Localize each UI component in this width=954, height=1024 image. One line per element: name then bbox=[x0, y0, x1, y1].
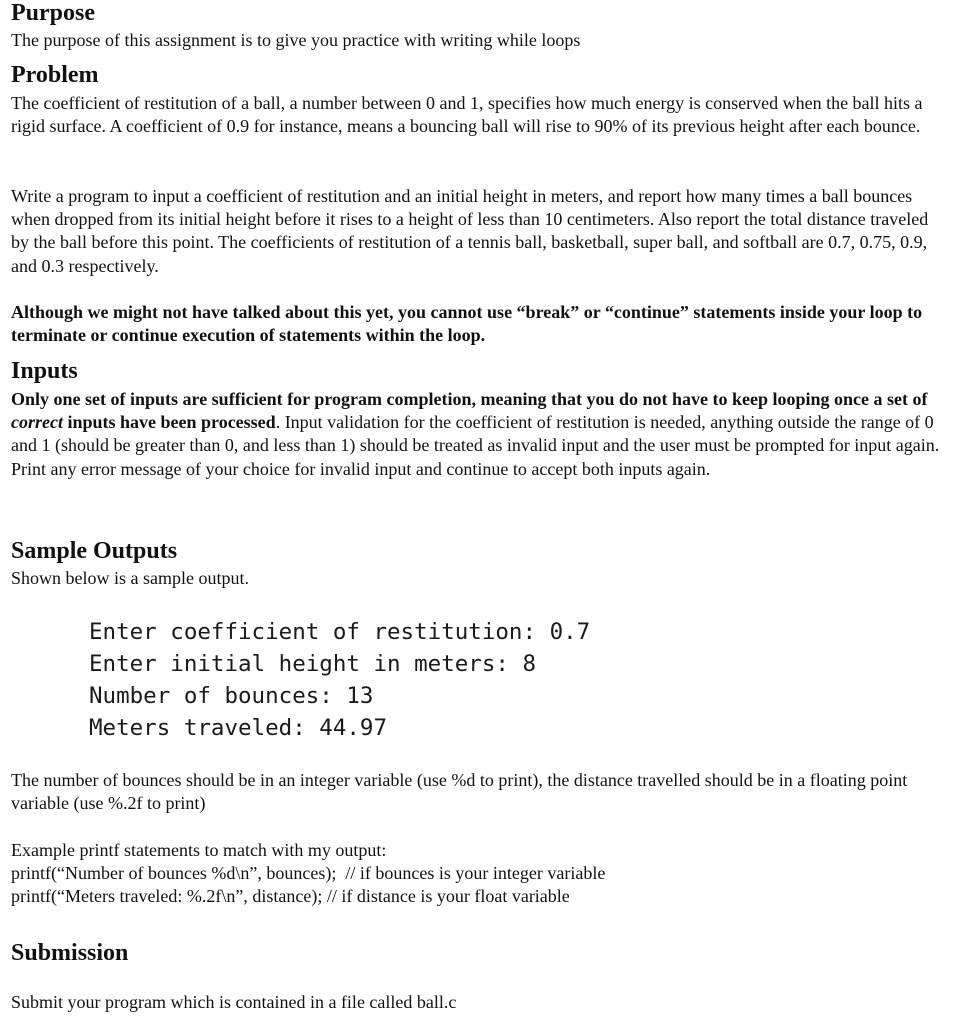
inputs-paragraph bbox=[11, 388, 941, 481]
sample-intro: Shown below is a sample output. bbox=[11, 568, 249, 588]
problem-paragraph-1: The coefficient of restitution of a ball, a number between 0 and 1, specifies how much energy is conserved when the ball hits a rigid surface. A coefficient of 0.9 for instance, means a bouncing ball will rise to 90% of its previous height after each bounce. bbox=[11, 93, 923, 137]
inputs-rest: . Input validation for the coefficient of restitution is needed, anything outside the range of 0 and 1 (should be greater than 0, and less than 1) should be treated as invalid input and the user must be prompted for input again. Print any error message of your choice for invalid input and continue to accept both inputs again. bbox=[11, 412, 940, 479]
sample-output-line-1: Enter coefficient of restitution: 0.7 bbox=[89, 619, 591, 645]
example-printf-line-2: printf(“Meters traveled: %.2f\n”, distance); // if distance is your float variable bbox=[11, 886, 570, 906]
example-intro: Example printf statements to match with my output: bbox=[11, 840, 387, 860]
problem-paragraph-3: Although we might not have talked about this yet, you cannot use “break” or “continue” statements inside your loop to terminate or continue execution of statements within the loop. bbox=[11, 302, 923, 346]
sample-output-line-4: Meters traveled: 44.97 bbox=[89, 715, 388, 741]
submission-heading: Submission bbox=[11, 940, 129, 966]
inputs-bold-a: Only one set of inputs are sufficient for program completion, meaning that you do not have to keep looping once a set of bbox=[11, 389, 928, 409]
purpose-heading: Purpose bbox=[11, 0, 95, 26]
inputs-heading: Inputs bbox=[11, 358, 78, 384]
sample-note: The number of bounces should be in an integer variable (use %d to print), the distance travelled should be in a floating point variable (use %.2f to print) bbox=[11, 770, 908, 814]
submission-text: Submit your program which is contained in a file called ball.c bbox=[11, 992, 457, 1012]
purpose-text: The purpose of this assignment is to give you practice with writing while loops bbox=[11, 30, 581, 50]
example-printf-line-1: printf(“Number of bounces %d\n”, bounces); // if bounces is your integer variable bbox=[11, 863, 606, 883]
inputs-bold-italic: correct bbox=[11, 412, 63, 433]
sample-outputs-heading: Sample Outputs bbox=[11, 538, 178, 564]
sample-output-line-3: Number of bounces: 13 bbox=[89, 683, 374, 709]
problem-heading: Problem bbox=[11, 62, 99, 88]
problem-paragraph-2: Write a program to input a coefficient of restitution and an initial height in meters, and report how many times a ball bounces when dropped from its initial height before it rises to a height of less than 10 centimeters. Also report the total distance traveled by the ball before this point. The coefficients of restitution of a tennis ball, basketball, super ball, and softball are 0.7, 0.75, 0.9, and 0.3 respectively. bbox=[11, 186, 929, 276]
inputs-bold-b: inputs have been processed bbox=[62, 412, 276, 433]
sample-output-line-2: Enter initial height in meters: 8 bbox=[89, 651, 537, 677]
